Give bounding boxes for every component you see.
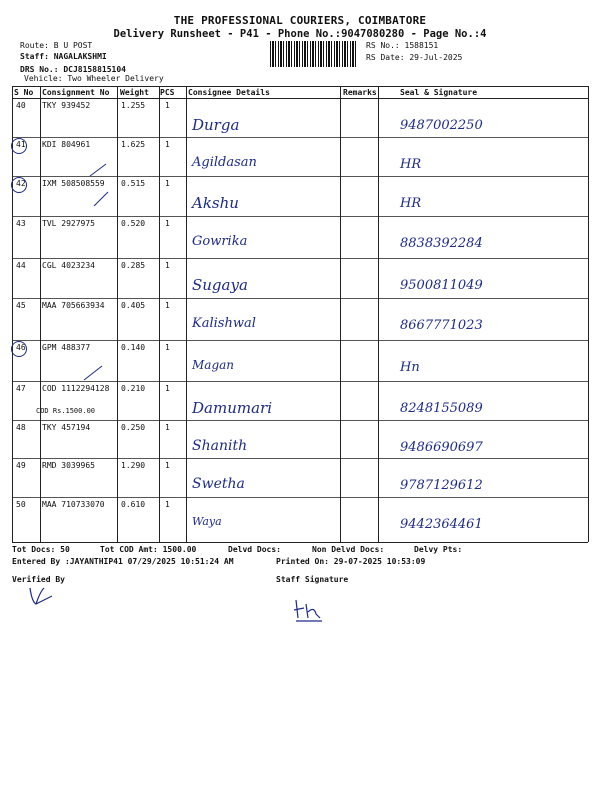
rs-number: RS No.: 1588151 bbox=[366, 41, 439, 50]
row-consignment-no: MAA 710733070 bbox=[42, 500, 105, 509]
consignee-signature-name: Waya bbox=[192, 515, 222, 528]
row-consignment-no: GPM 488377 bbox=[42, 343, 91, 352]
row-sno: 46 bbox=[16, 343, 26, 352]
ink-tick-mark bbox=[82, 360, 108, 384]
column-divider bbox=[159, 86, 160, 542]
column-divider bbox=[12, 86, 13, 542]
runsheet-subtitle: Delivery Runsheet - P41 - Phone No.:9047080280 - Page No.:4 bbox=[113, 28, 487, 40]
row-weight: 1.625 bbox=[121, 140, 146, 149]
consignee-signature-name: Magan bbox=[192, 358, 235, 372]
consignee-signature-name: Shanith bbox=[192, 438, 248, 454]
row-sno: 45 bbox=[16, 301, 26, 310]
consignee-signature-name: Agildasan bbox=[192, 155, 257, 170]
row-pcs: 1 bbox=[165, 384, 170, 393]
row-sno: 44 bbox=[16, 261, 26, 270]
row-pcs: 1 bbox=[165, 140, 170, 149]
non-delivered-docs: Non Delvd Docs: bbox=[312, 545, 385, 554]
row-sno: 40 bbox=[16, 101, 26, 110]
row-pcs: 1 bbox=[165, 179, 170, 188]
column-header: PCS bbox=[160, 88, 175, 97]
consignee-signature-name: Damumari bbox=[192, 399, 272, 417]
row-pcs: 1 bbox=[165, 461, 170, 470]
row-sno: 42 bbox=[16, 179, 26, 188]
row-sno: 41 bbox=[16, 140, 26, 149]
row-pcs: 1 bbox=[165, 343, 170, 352]
row-pcs: 1 bbox=[165, 301, 170, 310]
row-divider bbox=[12, 137, 588, 138]
row-sno: 49 bbox=[16, 461, 26, 470]
row-pcs: 1 bbox=[165, 500, 170, 509]
consignee-signature-name: Gowrika bbox=[192, 234, 248, 249]
column-header: Remarks bbox=[343, 88, 377, 97]
header-divider bbox=[12, 98, 588, 99]
row-divider bbox=[12, 340, 588, 341]
column-header: S No bbox=[14, 88, 34, 97]
rs-date: RS Date: 29-Jul-2025 bbox=[366, 53, 463, 62]
ink-circle-mark bbox=[11, 177, 27, 193]
consignee-signature-name: Durga bbox=[192, 116, 240, 134]
consignee-signature-name: Kalishwal bbox=[192, 316, 256, 331]
seal-signature: 8838392284 bbox=[400, 236, 483, 251]
seal-signature: 9500811049 bbox=[400, 278, 483, 293]
row-divider bbox=[12, 458, 588, 459]
column-divider bbox=[340, 86, 341, 542]
seal-signature: 9487002250 bbox=[400, 118, 483, 133]
row-divider bbox=[12, 497, 588, 498]
row-weight: 0.520 bbox=[121, 219, 146, 228]
column-divider bbox=[117, 86, 118, 542]
row-consignment-no: CGL 4023234 bbox=[42, 261, 95, 270]
seal-signature: 8248155089 bbox=[400, 401, 483, 416]
company-title: THE PROFESSIONAL COURIERS, COIMBATORE bbox=[173, 14, 427, 27]
row-consignment-no: KDI 804961 bbox=[42, 140, 91, 149]
column-header: Consignee Details bbox=[188, 88, 270, 97]
table-border-bottom bbox=[12, 542, 588, 543]
verified-signature bbox=[26, 582, 56, 608]
table-border-top bbox=[12, 86, 588, 87]
delivery-points: Delvy Pts: bbox=[414, 545, 463, 554]
row-pcs: 1 bbox=[165, 219, 170, 228]
staff-signature bbox=[292, 596, 328, 624]
entered-by: Entered By :JAYANTHIP41 07/29/2025 10:51:24 AM bbox=[12, 557, 234, 566]
row-weight: 1.255 bbox=[121, 101, 146, 110]
row-weight: 0.250 bbox=[121, 423, 146, 432]
row-divider bbox=[12, 258, 588, 259]
row-divider bbox=[12, 420, 588, 421]
row-weight: 0.610 bbox=[121, 500, 146, 509]
row-pcs: 1 bbox=[165, 261, 170, 270]
seal-signature: 9486690697 bbox=[400, 440, 483, 455]
ink-tick-marks bbox=[88, 160, 114, 210]
row-weight: 0.285 bbox=[121, 261, 146, 270]
column-header: Weight bbox=[120, 88, 149, 97]
row-pcs: 1 bbox=[165, 101, 170, 110]
seal-signature: HR bbox=[400, 196, 422, 211]
route-label: Route: B U POST bbox=[20, 41, 93, 50]
row-weight: 0.210 bbox=[121, 384, 146, 393]
row-pcs: 1 bbox=[165, 423, 170, 432]
seal-signature: 8667771023 bbox=[400, 318, 483, 333]
row-sno: 50 bbox=[16, 500, 26, 509]
consignee-signature-name: Akshu bbox=[192, 194, 239, 212]
total-docs: Tot Docs: 50 bbox=[12, 545, 70, 554]
seal-signature: HR bbox=[400, 157, 422, 172]
seal-signature: 9442364461 bbox=[400, 517, 483, 532]
column-header: Consignment No bbox=[42, 88, 110, 97]
row-weight: 0.405 bbox=[121, 301, 146, 310]
staff-label: Staff: NAGALAKSHMI bbox=[20, 52, 107, 61]
consignee-signature-name: Swetha bbox=[192, 476, 245, 492]
seal-signature: Hn bbox=[400, 360, 420, 375]
column-divider bbox=[378, 86, 379, 542]
row-divider bbox=[12, 216, 588, 217]
column-header: Seal & Signature bbox=[400, 88, 478, 97]
row-sno: 48 bbox=[16, 423, 26, 432]
column-divider bbox=[40, 86, 41, 542]
total-cod-amount: Tot COD Amt: 1500.00 bbox=[100, 545, 197, 554]
vehicle-label: Vehicle: Two Wheeler Delivery bbox=[24, 74, 164, 83]
row-consignment-no: TVL 2927975 bbox=[42, 219, 95, 228]
drs-number: DRS No.: DCJ8158815104 bbox=[20, 65, 126, 74]
row-consignment-no: COD 1112294128 bbox=[42, 384, 110, 393]
column-divider bbox=[588, 86, 589, 542]
column-divider bbox=[186, 86, 187, 542]
cod-amount-note: COD Rs.1500.00 bbox=[36, 407, 96, 415]
ink-circle-mark bbox=[11, 341, 27, 357]
row-sno: 43 bbox=[16, 219, 26, 228]
row-weight: 0.515 bbox=[121, 179, 146, 188]
consignee-signature-name: Sugaya bbox=[192, 276, 248, 294]
seal-signature: 9787129612 bbox=[400, 478, 483, 493]
row-weight: 0.140 bbox=[121, 343, 146, 352]
row-sno: 47 bbox=[16, 384, 26, 393]
printed-on: Printed On: 29-07-2025 10:53:09 bbox=[276, 557, 426, 566]
row-consignment-no: IXM 508508559 bbox=[42, 179, 105, 188]
staff-signature-label: Staff Signature bbox=[276, 575, 349, 584]
row-consignment-no: MAA 705663934 bbox=[42, 301, 105, 310]
delivered-docs: Delvd Docs: bbox=[228, 545, 281, 554]
barcode bbox=[270, 41, 358, 67]
row-weight: 1.290 bbox=[121, 461, 146, 470]
row-consignment-no: RMD 3039965 bbox=[42, 461, 95, 470]
row-divider bbox=[12, 298, 588, 299]
row-consignment-no: TKY 457194 bbox=[42, 423, 91, 432]
ink-circle-mark bbox=[11, 138, 27, 154]
verified-by-label: Verified By bbox=[12, 575, 65, 584]
row-consignment-no: TKY 939452 bbox=[42, 101, 91, 110]
